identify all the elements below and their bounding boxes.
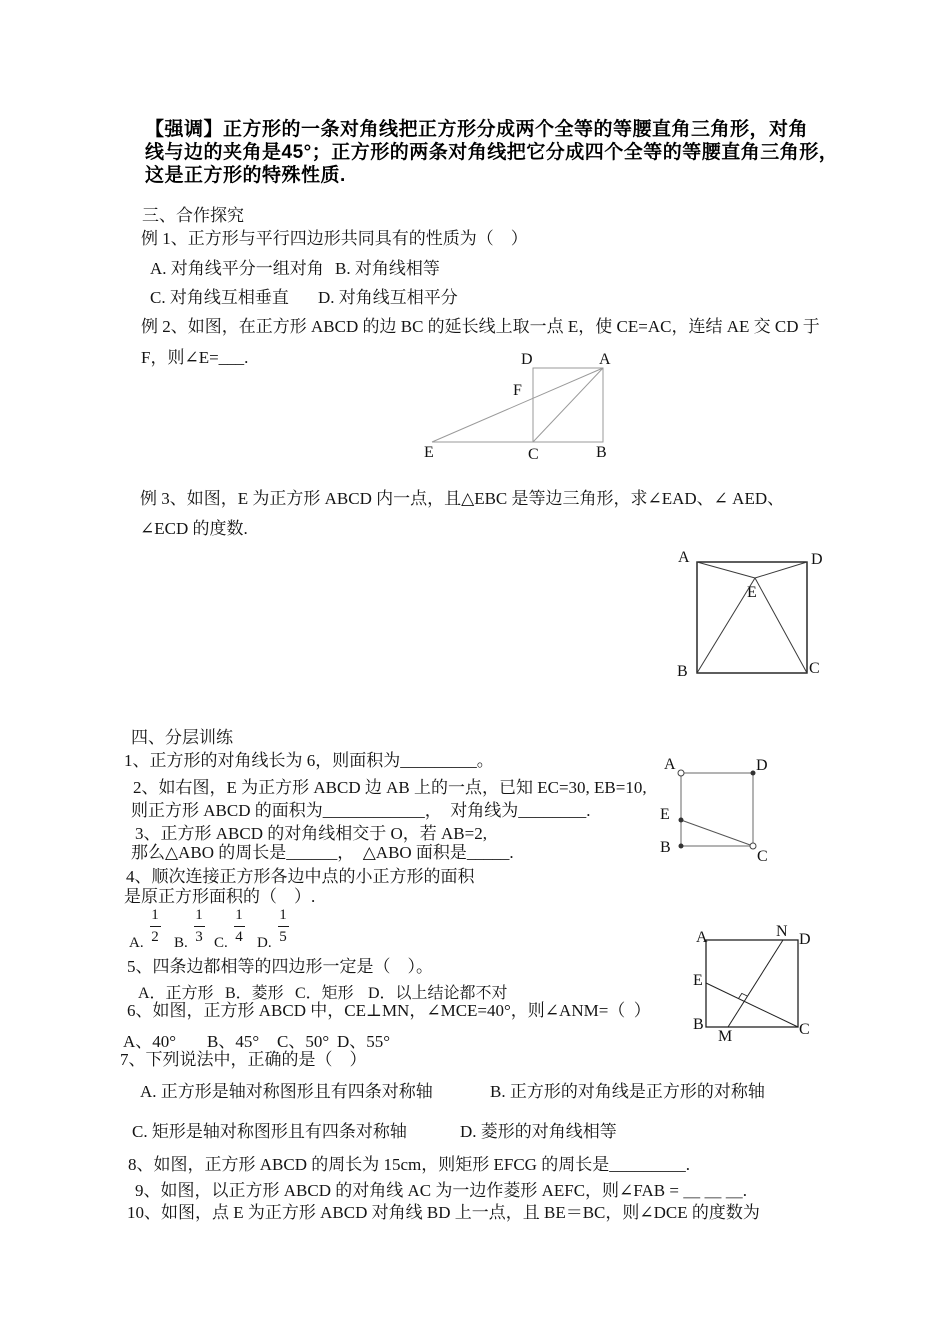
ex3-label-D: D [811,551,823,568]
q4-option-a-fraction [147,906,163,947]
q4-option-b-denominator: 3 [195,928,203,945]
q6-option-a: A、40° [123,1032,177,1051]
q7-option-b: B. 正方形的对角线是正方形的对称轴 [490,1082,765,1101]
emphasis-line-3: 这是正方形的特殊性质. [145,165,346,186]
q2-text-line1: 2、如右图，E 为正方形 ABCD 边 AB 上的一点，已知 EC=30, EB=10, [133,778,647,797]
ex2-text-line2: F，则∠E=___. [141,348,249,367]
q4-option-b-numerator: 1 [195,907,203,923]
ex3-text-line2: ∠ECD 的度数. [140,519,248,538]
section4-title: 四、分层训练 [131,728,233,747]
q6-label-A: A [696,929,708,946]
q7-option-d: D. 菱形的对角线相等 [460,1122,617,1141]
ex2-label-B: B [596,444,607,461]
q4-option-c-fraction-bar [234,926,245,927]
q3-text-line2: 那么△ABO 的周长是______， △ABO 面积是_____. [131,843,514,862]
q4-option-d-denominator: 5 [279,928,287,945]
ex2-label-C: C [528,446,539,463]
q7-option-a: A. 正方形是轴对称图形且有四条对称轴 [140,1082,433,1101]
q6-label-D: D [799,931,811,948]
ex2-figure [415,345,620,460]
q6-label-M: M [718,1028,733,1045]
q4-option-d-fraction [275,906,291,947]
q4-option-c-numerator: 1 [235,907,243,923]
q4-option-d-label: D. [257,935,272,951]
q4-option-c-fraction [231,906,247,947]
q5-option-d: D．以上结论都不对 [368,985,508,1002]
q5-option-a: A．正方形 [138,985,214,1002]
q4-text-line1: 4、顺次连接正方形各边中点的小正方形的面积 [126,867,475,886]
q6-label-N: N [776,923,788,940]
emphasis-line-1: 【强调】正方形的一条对角线把正方形分成两个全等的等腰直角三角形，对角 [145,119,809,140]
q3-text-line1: 3、正方形 ABCD 的对角线相交于 O，若 AB=2, [135,824,487,843]
ex3-label-E: E [747,584,757,601]
ex2-label-D: D [521,351,533,368]
ex1-question: 例 1、正方形与平行四边形共同具有的性质为（ ） [141,229,528,248]
q2-label-A: A [664,756,676,773]
q7-text: 7、下列说法中，正确的是（ ） [120,1050,367,1069]
q9-text: 9、如图，以正方形 ABCD 的对角线 AC 为一边作菱形 AEFC，则∠FAB = ＿ ＿ ＿. [135,1181,747,1200]
q7-option-c: C. 矩形是轴对称图形且有四条对称轴 [132,1122,407,1141]
q6-option-b: B、45° [207,1032,260,1051]
q6-option-c: C、50° [277,1032,330,1051]
ex3-text-line1: 例 3、如图，E 为正方形 ABCD 内一点，且△EBC 是等边三角形，求∠EAD、∠ AED、 [140,489,785,508]
q8-text: 8、如图，正方形 ABCD 的周长为 15cm，则矩形 EFCG 的周长是_________. [128,1155,690,1174]
q10-text: 10、如图，点 E 为正方形 ABCD 对角线 BD 上一点，且 BE＝BC，则∠DCE 的度数为 [127,1203,760,1222]
q5-option-c: C．矩形 [295,985,354,1002]
ex2-label-E: E [424,444,434,461]
ex1-option-b: B. 对角线相等 [335,259,440,278]
ex1-option-c: C. 对角线互相垂直 [150,288,289,307]
ex2-text-line1: 例 2、如图，在正方形 ABCD 的边 BC 的延长线上取一点 E，使 CE=AC，连结 AE 交 CD 于 [141,317,820,336]
ex3-label-A: A [678,549,690,566]
q4-option-b-fraction-bar [194,926,205,927]
q2-label-B: B [660,839,671,856]
q6-text: 6、如图，正方形 ABCD 中，CE⊥MN，∠MCE=40°，则∠ANM=（ ） [127,1001,651,1020]
emphasis-line-2: 线与边的夹角是45°；正方形的两条对角线把它分成四个全等的等腰直角三角形， [145,142,839,163]
ex2-label-A: A [599,351,611,368]
q2-label-E: E [660,806,670,823]
ex3-label-C: C [809,660,820,677]
q4-option-a-label: A. [129,935,144,951]
q2-label-C: C [757,848,768,865]
q4-option-c-denominator: 4 [235,928,243,945]
ex1-option-a: A. 对角线平分一组对角 [150,259,324,278]
q6-option-d: D、55° [337,1032,391,1051]
q2-text-line2: 则正方形 ABCD 的面积为____________， 对角线为________. [131,801,591,820]
q4-option-b-label: B. [174,935,188,951]
q4-option-c-label: C. [214,935,228,951]
q5-text: 5、四条边都相等的四边形一定是（ ）。 [127,957,433,976]
q6-label-C: C [799,1021,810,1038]
ex1-option-d: D. 对角线互相平分 [318,288,458,307]
q4-option-b-fraction [191,906,207,947]
q4-option-a-numerator: 1 [151,907,159,923]
q1-text: 1、正方形的对角线长为 6，则面积为_________。 [124,751,494,770]
q6-label-B: B [693,1016,704,1033]
q4-option-d-numerator: 1 [279,907,287,923]
q2-label-D: D [756,757,768,774]
q4-option-a-denominator: 2 [151,928,159,945]
q4-option-d-fraction-bar [278,926,289,927]
q5-option-b: B．菱形 [225,985,284,1002]
q6-label-E: E [693,972,703,989]
section3-title: 三、合作探究 [142,206,244,225]
ex2-label-F: F [513,382,522,399]
ex3-label-B: B [677,663,688,680]
q4-text-line2: 是原正方形面积的（ ）. [124,887,316,906]
q4-option-a-fraction-bar [150,926,161,927]
